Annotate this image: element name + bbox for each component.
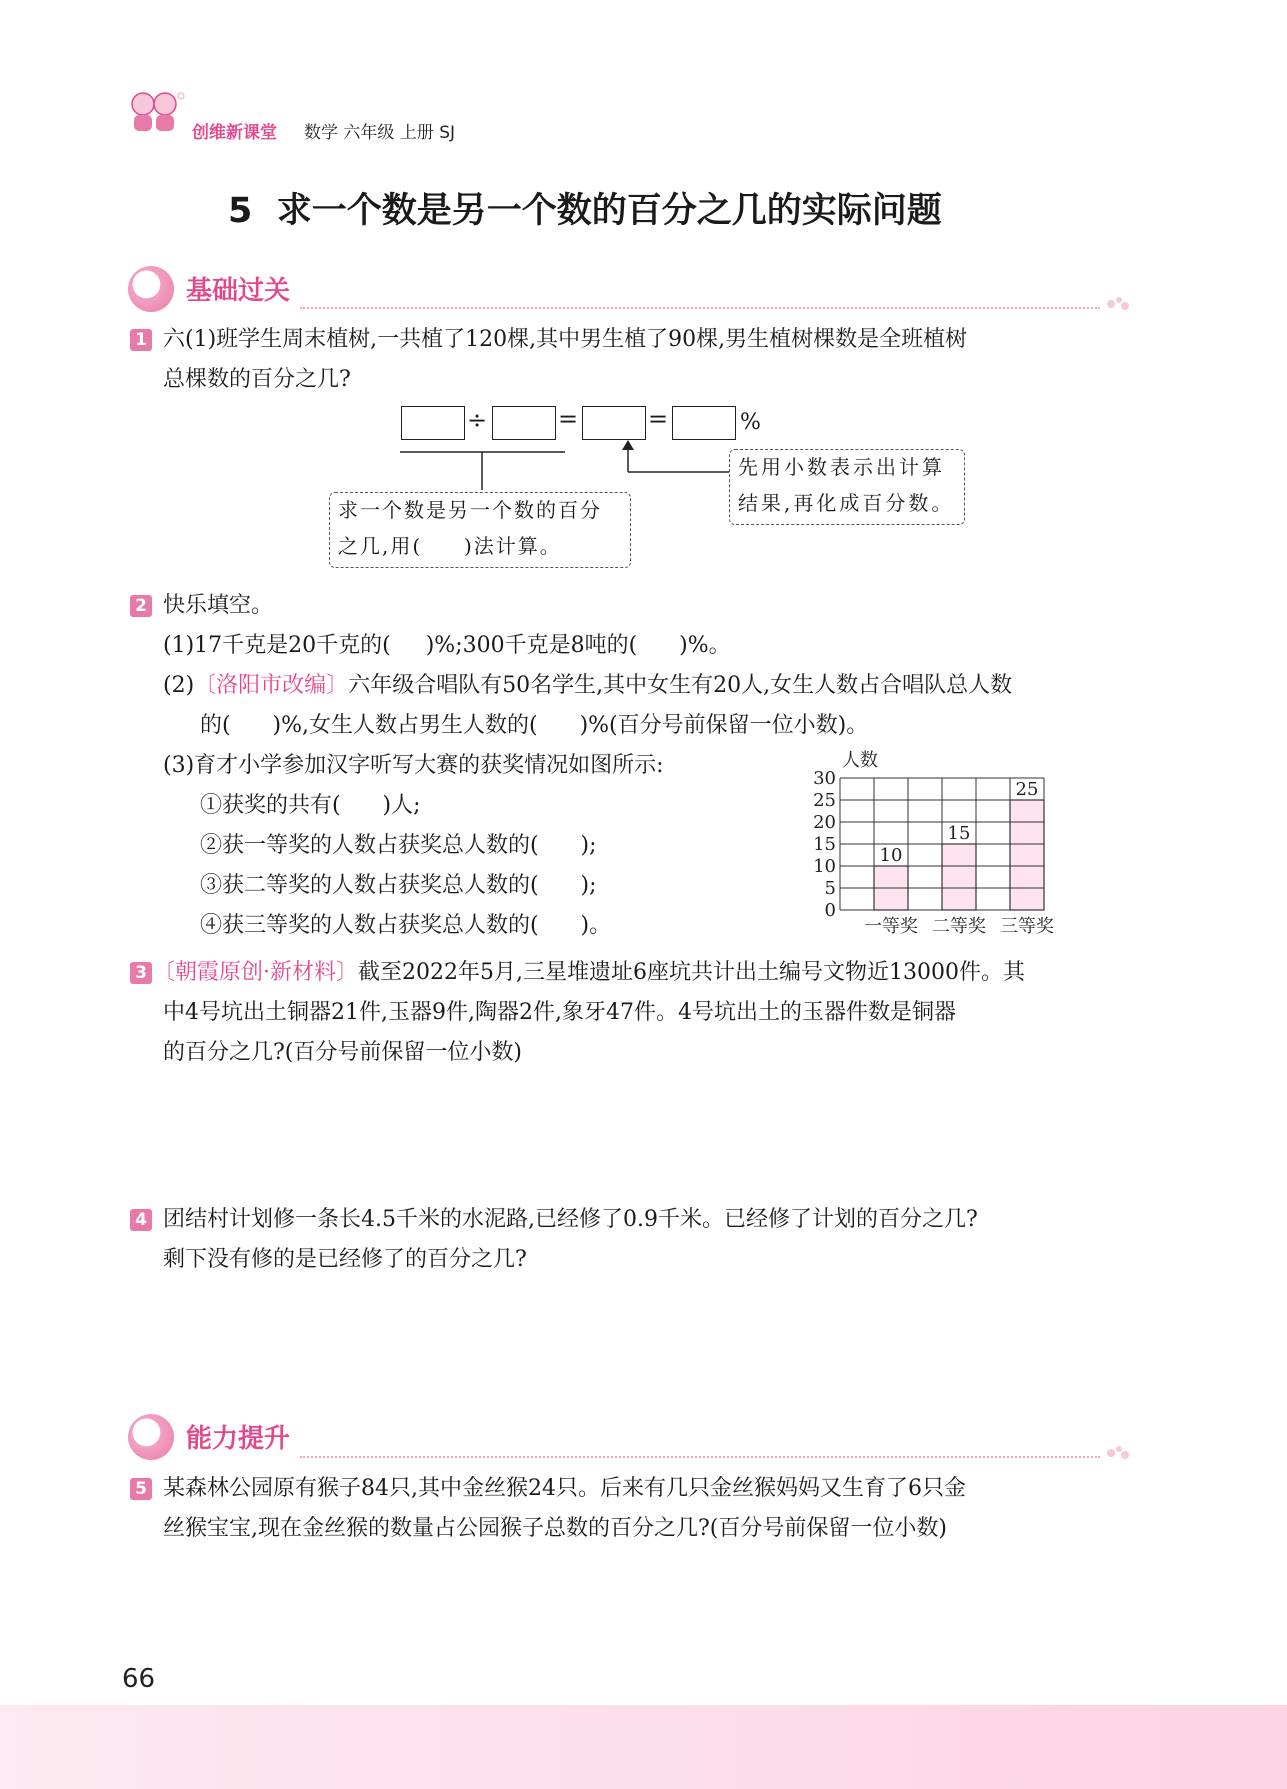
q2-part3-a: ①获奖的共有( )人;: [200, 793, 421, 818]
question-number-5: 5: [130, 1478, 152, 1500]
q1-hint-right: [729, 449, 965, 525]
question-number-4: 4: [130, 1209, 152, 1231]
section-advanced-divider: [300, 1456, 1100, 1458]
q5-line2: 丝猴宝宝,现在金丝猴的数量占公园猴子总数的百分之几?(百分号前保留一位小数): [163, 1516, 947, 1541]
section-basic-title: 基础过关: [186, 276, 291, 306]
q3-tag: 〔朝霞原创·新材料〕: [153, 960, 358, 985]
lesson-title: 5 求一个数是另一个数的百分之几的实际问题: [228, 191, 942, 231]
q1-answer-box-1[interactable]: [401, 406, 465, 440]
page-number: 66: [122, 1664, 156, 1694]
q4-line1: 团结村计划修一条长4.5千米的水泥路,已经修了0.9千米。已经修了计划的百分之几?: [163, 1207, 978, 1232]
question-number-2: 2: [130, 595, 152, 617]
section-basic-badge-icon: [128, 266, 174, 312]
section-advanced-badge-icon: [128, 1414, 174, 1460]
chart-data-label-1: 10: [879, 845, 903, 866]
decor-dots-icon: [1105, 294, 1131, 318]
q2-part2-line1: [163, 666, 1012, 706]
header-subject: 数学 六年级 上册 SJ: [304, 123, 456, 143]
q2-part2-prefix: (2): [163, 673, 195, 698]
q4-line2: 剩下没有修的是已经修了的百分之几?: [163, 1247, 527, 1272]
q1-answer-box-3[interactable]: [582, 406, 646, 440]
bottom-decor-band: [0, 1705, 1287, 1789]
q3-line2: 中4号坑出土铜器21件,玉器9件,陶器2件,象牙47件。4号坑出土的玉器件数是铜器: [163, 1000, 956, 1025]
q1-percent-sign: %: [740, 410, 761, 435]
q1-line2: 总棵数的百分之几?: [163, 367, 351, 392]
chart-ytick-label: 0: [824, 900, 836, 921]
q1-equals-sign-1: =: [558, 405, 579, 433]
q1-equals-sign-2: =: [648, 405, 669, 433]
chart-ytick-label: 25: [813, 790, 836, 811]
q1-line1: 六(1)班学生周末植树,一共植了120棵,其中男生植了90棵,男生植树棵数是全班植树: [163, 327, 968, 352]
decor-dots-icon-2: [1105, 1443, 1131, 1467]
q5-line1: 某森林公园原有猴子84只,其中金丝猴24只。后来有几只金丝猴妈妈又生育了6只金: [163, 1476, 966, 1501]
chart-data-label-2: 15: [947, 823, 971, 844]
chart-ytick-label: 5: [824, 878, 836, 899]
chart-ytick-label: 10: [813, 856, 836, 877]
q2-part3-d: ④获三等奖的人数占获奖总人数的( )。: [200, 913, 612, 938]
q1-answer-box-2[interactable]: [492, 406, 556, 440]
q1-hint-left-line1: 求一个数是另一个数的百分: [338, 498, 602, 522]
q3-line3: 的百分之几?(百分号前保留一位小数): [163, 1040, 522, 1065]
chart-category-label-1: 一等奖: [864, 916, 918, 937]
q1-hint-left-line2: 之几,用( )法计算。: [338, 534, 562, 558]
q2-part2-rest: 六年级合唱队有50名学生,其中女生有20人,女生人数占合唱队总人数: [348, 673, 1013, 698]
q1-hint-left: [329, 492, 631, 568]
chart-ylabel: 人数: [842, 750, 878, 771]
chart-ytick-label: 15: [813, 834, 836, 855]
q2-part3: (3)育才小学参加汉字听写大赛的获奖情况如图所示:: [163, 753, 664, 778]
q2-part2-line2: 的( )%,女生人数占男生人数的( )%(百分号前保留一位小数)。: [200, 713, 869, 738]
q2-title: 快乐填空。: [163, 593, 274, 618]
chart-bar-3: [1010, 800, 1044, 910]
q2-part3-c: ③获二等奖的人数占获奖总人数的( );: [200, 873, 597, 898]
q3-line1: [153, 953, 1025, 993]
question-number-3: 3: [130, 962, 152, 984]
section-advanced-title: 能力提升: [186, 1424, 291, 1454]
q1-divide-sign: ÷: [467, 406, 488, 434]
q1-answer-box-4[interactable]: [672, 406, 736, 440]
q2-part3-b: ②获一等奖的人数占获奖总人数的( );: [200, 833, 597, 858]
chart-data-label-3: 25: [1015, 779, 1039, 800]
question-number-1: 1: [130, 329, 152, 351]
q1-hint-right-line2: 结果,再化成百分数。: [738, 491, 955, 515]
q3-line1-text: 截至2022年5月,三星堆遗址6座坑共计出土编号文物近13000件。其: [358, 960, 1025, 985]
q1-hint-right-line1: 先用小数表示出计算: [738, 455, 945, 479]
chart-category-label-2: 二等奖: [932, 916, 986, 937]
chart-bar-2: [942, 844, 976, 910]
section-basic-divider: [300, 307, 1100, 309]
chart-ytick-label: 20: [813, 812, 836, 833]
chart-category-label-3: 三等奖: [1000, 916, 1054, 937]
q2-part1: (1)17千克是20千克的( )%;300千克是8吨的( )%。: [163, 633, 731, 658]
q2-part2-tag: 〔洛阳市改编〕: [194, 673, 349, 698]
award-bar-chart: [800, 748, 1090, 940]
header-brand: 创维新课堂: [192, 123, 277, 143]
header-logo: [125, 88, 187, 136]
kids-logo-icon: [125, 88, 187, 136]
chart-ytick-label: 30: [813, 768, 836, 789]
